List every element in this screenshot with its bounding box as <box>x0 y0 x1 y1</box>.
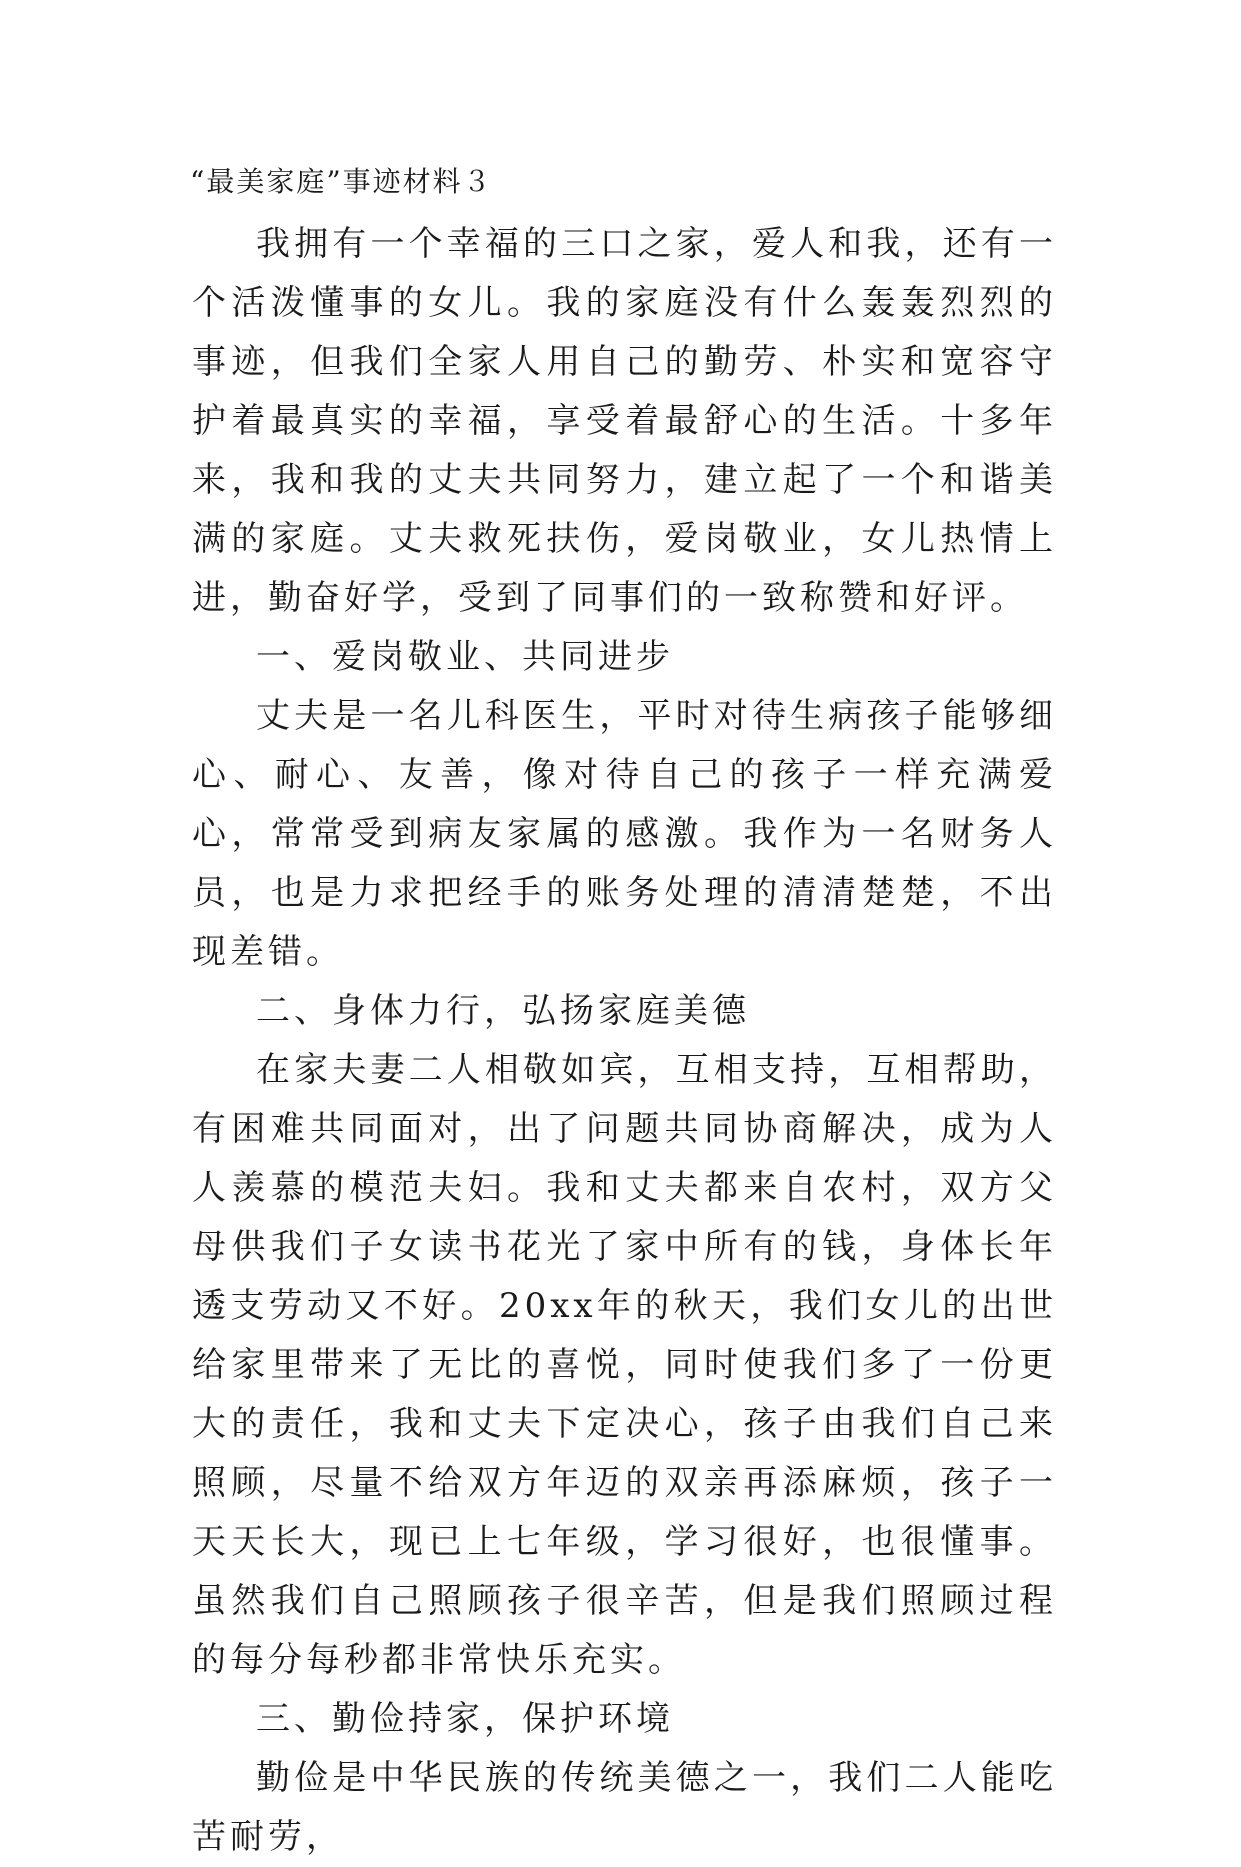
section-heading-1: 一、爱岗敬业、共同进步 <box>256 637 674 677</box>
paragraph-section-3: 勤俭是中华民族的传统美德之一，我们二人能吃苦耐劳， <box>192 1758 1057 1857</box>
document-title: “最美家庭”事迹材料３ <box>190 165 493 198</box>
section-heading-3: 三、勤俭持家，保护环境 <box>256 1699 674 1739</box>
paragraph-section-2: 在家夫妻二人相敬如宾，互相支持，互相帮助，有困难共同面对，出了问题共同协商解决，成为人人羡慕的模范夫妇。我和丈夫都来自农村，双方父母供我们子女读书花光了家中所有的钱，身体长年透支劳动又不好。20xx年的秋天，我们女儿的出世给家里带来了无比的喜悦，同时使我们多了一份更大的责任，我和丈夫下定决心，孩子由我们自己来照顾，尽量不给双方年迈的双亲再添麻烦，孩子一天天长大，现已上七年级，学习很好，也很懂事。虽然我们自己照顾孩子很辛苦，但是我们照顾过程的每分每秒都非常快乐充实。 <box>192 1050 1057 1680</box>
paragraph-section-1: 丈夫是一名儿科医生，平时对待生病孩子能够细心、耐心、友善，像对待自己的孩子一样充满爱心，常常受到病友家属的感激。我作为一名财务人员，也是力求把经手的账务处理的清清楚楚，不出现差错。 <box>192 696 1057 972</box>
section-heading-2: 二、身体力行，弘扬家庭美德 <box>256 991 750 1031</box>
document-body <box>192 215 1057 1867</box>
paragraph-intro: 我拥有一个幸福的三口之家，爱人和我，还有一个活泼懂事的女儿。我的家庭没有什么轰轰烈烈的事迹，但我们全家人用自己的勤劳、朴实和宽容守护着最真实的幸福，享受着最舒心的生活。十多年来，我和我的丈夫共同努力，建立起了一个和谐美满的家庭。丈夫救死扶伤，爱岗敬业，女儿热情上进，勤奋好学，受到了同事们的一致称赞和好评。 <box>192 224 1057 618</box>
